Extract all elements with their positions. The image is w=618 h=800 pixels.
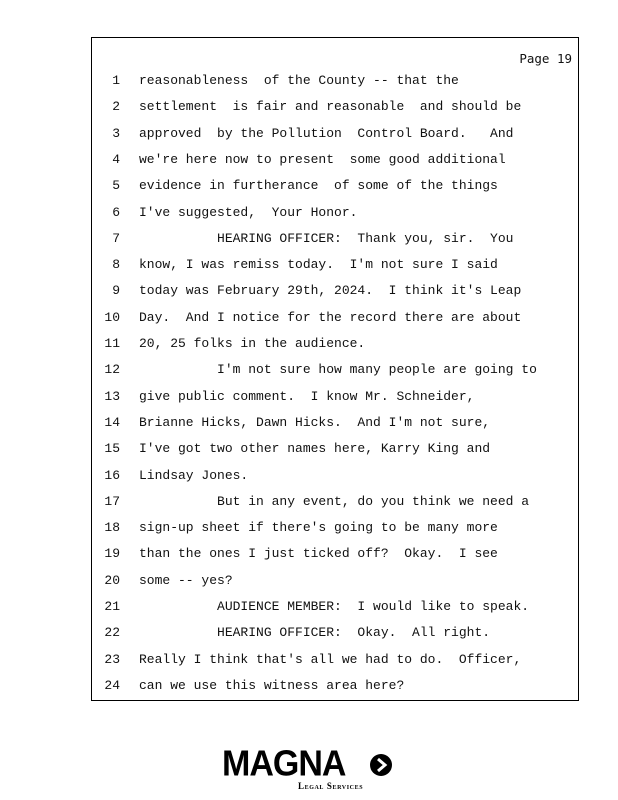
line-text: know, I was remiss today. I'm not sure I said <box>139 257 498 273</box>
line-number: 2 <box>112 99 120 115</box>
line-text: I've suggested, Your Honor. <box>139 204 358 220</box>
line-text: evidence in furtherance of some of the things <box>139 178 498 194</box>
line-text: today was February 29th, 2024. I think it's Leap <box>139 283 522 299</box>
logo-wordmark: MAGNA <box>222 744 346 784</box>
line-number: 24 <box>104 677 120 693</box>
line-text: reasonableness of the County -- that the <box>139 73 459 88</box>
logo-subtitle: Legal Services <box>298 781 364 791</box>
transcript-line <box>92 257 572 277</box>
magna-logo <box>222 745 402 795</box>
transcript-line <box>92 362 572 382</box>
line-number: 13 <box>104 388 120 404</box>
line-text: approved by the Pollution Control Board. And <box>139 125 514 141</box>
line-number: 8 <box>112 257 120 273</box>
line-number: 12 <box>104 362 120 378</box>
line-text: I'm not sure how many people are going to <box>139 362 537 378</box>
transcript-line <box>92 99 572 119</box>
line-number: 4 <box>112 151 120 167</box>
page-number: Page 19 <box>519 51 572 66</box>
transcript-line <box>92 415 572 435</box>
line-number: 5 <box>112 178 120 194</box>
line-number: 3 <box>112 125 120 141</box>
line-text: But in any event, do you think we need a <box>139 493 530 509</box>
line-number: 14 <box>104 414 120 430</box>
line-text: can we use this witness area here? <box>139 677 405 693</box>
line-text: Lindsay Jones. <box>139 467 249 483</box>
transcript-line <box>92 546 572 566</box>
line-number: 20 <box>104 572 120 588</box>
line-text: than the ones I just ticked off? Okay. I see <box>139 546 498 562</box>
transcript-line <box>92 283 572 303</box>
line-text: I've got two other names here, Karry King and <box>139 441 491 457</box>
line-number: 7 <box>112 230 120 246</box>
line-text: some -- yes? <box>139 572 233 588</box>
transcript-line <box>92 178 572 198</box>
transcript-line <box>92 520 572 540</box>
transcript-line <box>92 126 572 146</box>
line-text: Really I think that's all we had to do. Officer, <box>139 651 522 667</box>
line-text: 20, 25 folks in the audience. <box>139 336 366 351</box>
line-number: 6 <box>112 204 120 220</box>
line-number: 15 <box>104 441 120 457</box>
line-text: we're here now to present some good additional <box>139 151 506 167</box>
line-number: 17 <box>104 493 120 509</box>
line-text: HEARING OFFICER: Thank you, sir. You <box>139 230 514 246</box>
chevron-circle-icon <box>369 753 393 777</box>
transcript-line <box>92 599 572 619</box>
transcript-line <box>92 389 572 409</box>
transcript-line <box>92 205 572 225</box>
line-number: 11 <box>104 336 120 351</box>
line-number: 10 <box>104 309 120 325</box>
line-number: 16 <box>104 467 120 483</box>
transcript-line <box>92 336 572 356</box>
line-number: 23 <box>104 651 120 667</box>
transcript-line <box>92 678 572 698</box>
transcript-line <box>92 625 572 645</box>
line-number: 9 <box>112 283 120 299</box>
transcript-line <box>92 231 572 251</box>
transcript-line <box>92 573 572 593</box>
line-number: 22 <box>104 625 120 641</box>
transcript-line <box>92 73 572 93</box>
line-text: Day. And I notice for the record there are about <box>139 309 522 325</box>
line-number: 19 <box>104 546 120 562</box>
transcript-line <box>92 152 572 172</box>
transcript-line <box>92 468 572 488</box>
line-text: settlement is fair and reasonable and should be <box>139 99 522 115</box>
line-text: give public comment. I know Mr. Schneider, <box>139 388 475 404</box>
line-text: Brianne Hicks, Dawn Hicks. And I'm not sure, <box>139 414 491 430</box>
transcript-line <box>92 310 572 330</box>
line-number: 21 <box>104 599 120 614</box>
line-number: 18 <box>104 520 120 536</box>
transcript-line <box>92 652 572 672</box>
line-text: HEARING OFFICER: Okay. All right. <box>139 625 491 641</box>
line-number: 1 <box>112 73 120 88</box>
transcript-line <box>92 494 572 514</box>
line-text: sign-up sheet if there's going to be many more <box>139 520 498 536</box>
transcript-page <box>91 37 579 701</box>
line-text: AUDIENCE MEMBER: I would like to speak. <box>139 599 530 614</box>
transcript-line <box>92 441 572 461</box>
